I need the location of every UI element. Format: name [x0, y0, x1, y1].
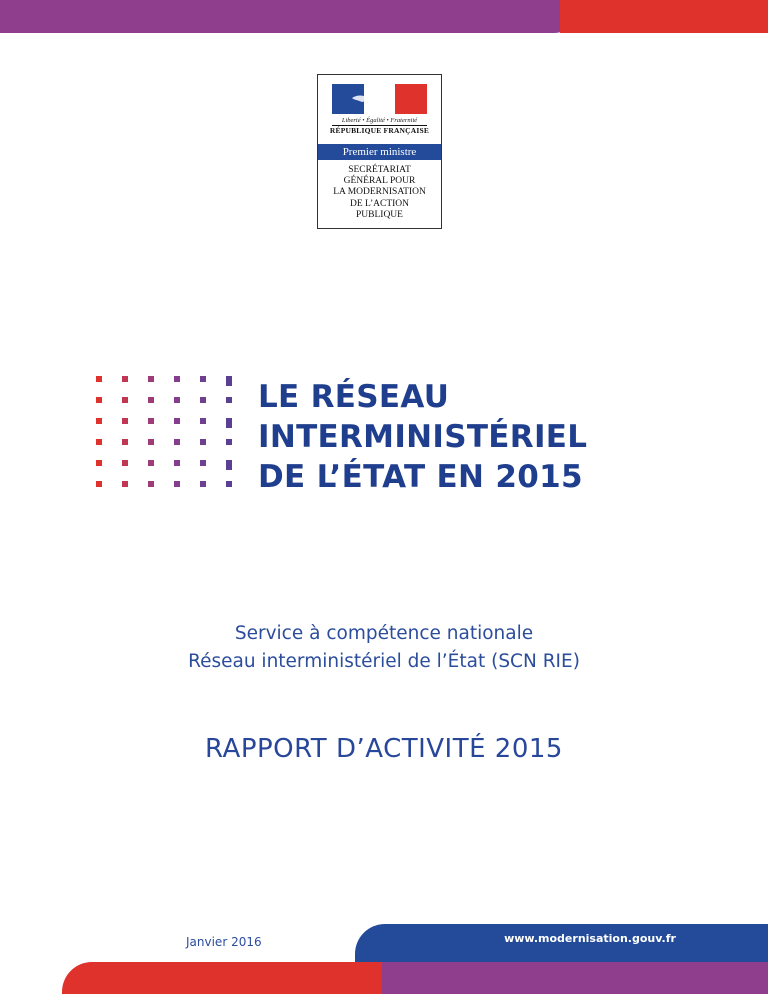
grid-dot	[148, 481, 154, 487]
grid-dot	[122, 460, 128, 466]
grid-dot	[122, 418, 128, 424]
service-subtitle	[0, 620, 768, 676]
dot-grid-graphic	[96, 376, 236, 506]
grid-dot	[174, 418, 180, 424]
document-title	[258, 377, 587, 497]
grid-dot	[200, 481, 206, 487]
republic-motto: Liberté • Égalité • Fraternité	[341, 117, 418, 124]
grid-dot	[96, 439, 102, 445]
grid-dot	[96, 481, 102, 487]
grid-dot	[226, 439, 232, 445]
grid-dot	[226, 418, 232, 428]
grid-dot	[200, 376, 206, 382]
grid-dot	[226, 460, 232, 470]
website-link[interactable]: www.modernisation.gouv.fr	[504, 932, 676, 945]
grid-dot	[174, 481, 180, 487]
subtitle-line: Réseau interministériel de l’État (SCN RIE)	[188, 651, 580, 672]
grid-dot	[226, 376, 232, 386]
grid-dot	[200, 460, 206, 466]
sgmap-name	[318, 165, 441, 221]
grid-dot	[174, 460, 180, 466]
subtitle-line: Service à compétence nationale	[234, 623, 534, 644]
grid-dot	[122, 376, 128, 382]
grid-dot	[200, 439, 206, 445]
grid-dot	[96, 460, 102, 466]
grid-dot	[96, 376, 102, 382]
grid-dot	[96, 397, 102, 403]
grid-dot	[200, 418, 206, 424]
sgmap-line: LA MODERNISATION	[333, 187, 426, 198]
ministry-label: Premier ministre	[318, 144, 441, 160]
sgmap-line: DE L’ACTION	[349, 198, 410, 209]
grid-dot	[200, 397, 206, 403]
top-red-band	[560, 0, 768, 33]
report-title: RAPPORT D’ACTIVITÉ 2015	[205, 734, 563, 764]
grid-dot	[226, 481, 232, 487]
grid-dot	[122, 397, 128, 403]
marianne-profile-icon	[332, 84, 427, 114]
bottom-purple-band	[372, 962, 768, 994]
top-decorative-band	[0, 0, 768, 33]
grid-dot	[174, 439, 180, 445]
grid-dot	[148, 460, 154, 466]
bottom-red-band	[62, 962, 382, 994]
publication-date: Janvier 2016	[186, 935, 262, 949]
grid-dot	[148, 376, 154, 382]
sgmap-line: SECRÉTARIAT	[348, 165, 411, 175]
grid-dot	[122, 481, 128, 487]
title-line: INTERMINISTÉRIEL	[258, 419, 588, 455]
sgmap-line: GÉNÉRAL POUR	[343, 176, 416, 187]
grid-dot	[174, 376, 180, 382]
grid-dot	[174, 397, 180, 403]
grid-dot	[148, 418, 154, 424]
marianne-logo-block	[317, 74, 442, 229]
grid-dot	[148, 397, 154, 403]
grid-dot	[226, 397, 232, 403]
top-purple-band	[0, 0, 580, 33]
title-line: LE RÉSEAU	[258, 379, 450, 415]
title-line: DE L’ÉTAT EN 2015	[258, 459, 583, 495]
grid-dot	[122, 439, 128, 445]
republic-name: RÉPUBLIQUE FRANÇAISE	[329, 126, 430, 135]
grid-dot	[148, 439, 154, 445]
grid-dot	[96, 418, 102, 424]
sgmap-line: PUBLIQUE	[356, 209, 403, 220]
